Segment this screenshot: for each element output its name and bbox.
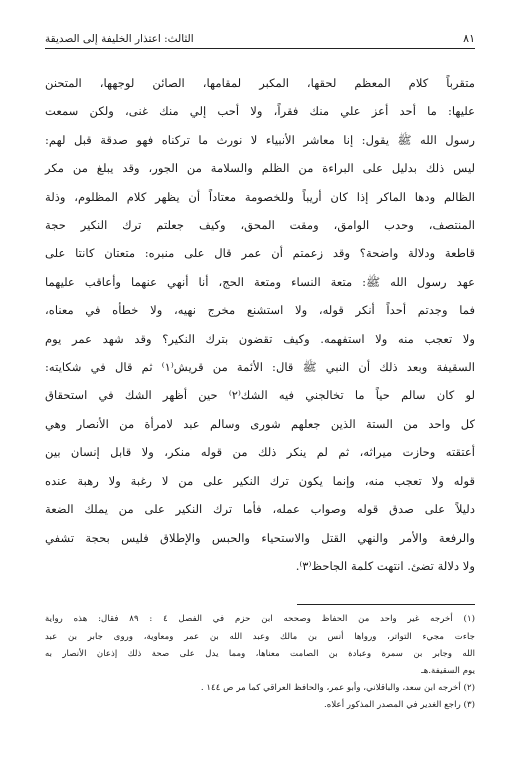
- footnote-line: (٣) راجع الغدير في المصدر المذكور أعلاه.: [324, 700, 475, 711]
- footnote-line: (٢) أخرجه ابن سعد، والباقلاني، وأبو عمر، والحافظ العراقي كما مر ص ١٤٤ .: [200, 683, 475, 694]
- text-line: المنتصف، وحدب الوامق، ومقت المحق، وكيف جعلتم ترك النكير حجة: [45, 218, 475, 233]
- text-line: متقرباً كلام المعظم لحقها، المكبر لمقامها، الصائن لوجهها، المتحنن: [45, 76, 475, 90]
- main-text: [45, 69, 475, 580]
- text-line: ولا دلالة تضئ. انتهت كلمة الجاحظ⁽٣⁾.: [295, 558, 475, 573]
- footnote-line: جاءت مجيء التواتر، ورواها أنس بن مالك وعبد الله بن عمر ومعاوية، وروى جابر بن عبد: [45, 631, 475, 642]
- text-line: لو كان سالم حياً ما تخالجني فيه الشك⁽٢⁾ حين أظهر الشك في استحقاق: [45, 388, 475, 403]
- text-line: فما وجدتم أحداً أنكر قوله، ولا استشنع مخرج نهيه، ولا خطأه في معناه،: [45, 303, 475, 318]
- text-line: الظالم ودها الماكر إذا كان أريباً وللخصومة معتاداً أن يظهر كلام المظلوم، وذلة: [45, 189, 475, 204]
- text-line: السقيفة وبعد ذلك أن النبي ﷺ قال: الأئمة من قريش⁽١⁾ ثم قال في شكايته:: [45, 360, 476, 375]
- footnote-line: يوم السقيفة.هـ: [421, 665, 475, 676]
- text-line: عهد رسول الله ﷺ: متعة النساء ومتعة الحج، أنا أنهي عنهما وأعاقب عليهما: [45, 274, 475, 289]
- footnote-line: الله وجابر بن سمرة وعبادة بن الصامت معناها، ومما يدل على صحة ذلك إذعان الأنصار به: [45, 648, 475, 659]
- text-line: كل واحد من الستة الذين جعلهم شورى وسالم عبد لامرأة من الأنصار وهي: [45, 416, 475, 431]
- running-header: [45, 32, 475, 49]
- text-line: قوله ولا تعجب منه، وإنما يكون ترك النكير على من لا رغبة ولا رهبة عنده: [45, 473, 475, 488]
- text-line: ولا تعجب منه ولا استفهمه. وكيف تقضون بترك النكير؟ وقد شهد عمر يوم: [45, 331, 475, 346]
- footnotes: [45, 611, 475, 714]
- text-line: عليها: ما أحد أعز علي منك فقراً، ولا أحب إلي منك غنى، ولكن سمعت: [45, 104, 475, 119]
- text-line: أعتقته وحازت ميراثه، ثم لم ينكر ذلك من قوله منكر، ولا قابل إنسان بين: [45, 445, 475, 460]
- footnote-line: (١) أخرجه غير واحد من الحفاظ وصححه ابن حزم في الفصل ٤ : ٨٩ فقال: هذه رواية: [45, 614, 475, 625]
- text-line: رسول الله ﷺ يقول: إنا معاشر الأنبياء لا نورث ما تركناه فهو صدقة قبل لهم:: [45, 132, 475, 147]
- text-line: ليس ذلك بدليل على البراءة من الظلم والسلامة من الجور، وقد يبلغ من مكر: [45, 161, 475, 176]
- text-line: دليلاً على صدق قوله وصواب عمله، فأما ترك النكير على من يملك الضعة: [45, 502, 475, 517]
- running-title: الثالث: اعتذار الخليفة إلى الصديقة: [45, 33, 194, 45]
- page-number: ٨١: [463, 32, 475, 45]
- text-line: قاطعة ودلالة واضحة؟ وقد زعمتم أن عمر قال على منبره: متعتان كانتا على: [45, 246, 475, 261]
- footnote-separator: [297, 604, 475, 605]
- text-line: والرفعة والأمر والنهي القتل والاستحياء والحبس والإطلاق فليس بحجة تشفي: [45, 530, 475, 545]
